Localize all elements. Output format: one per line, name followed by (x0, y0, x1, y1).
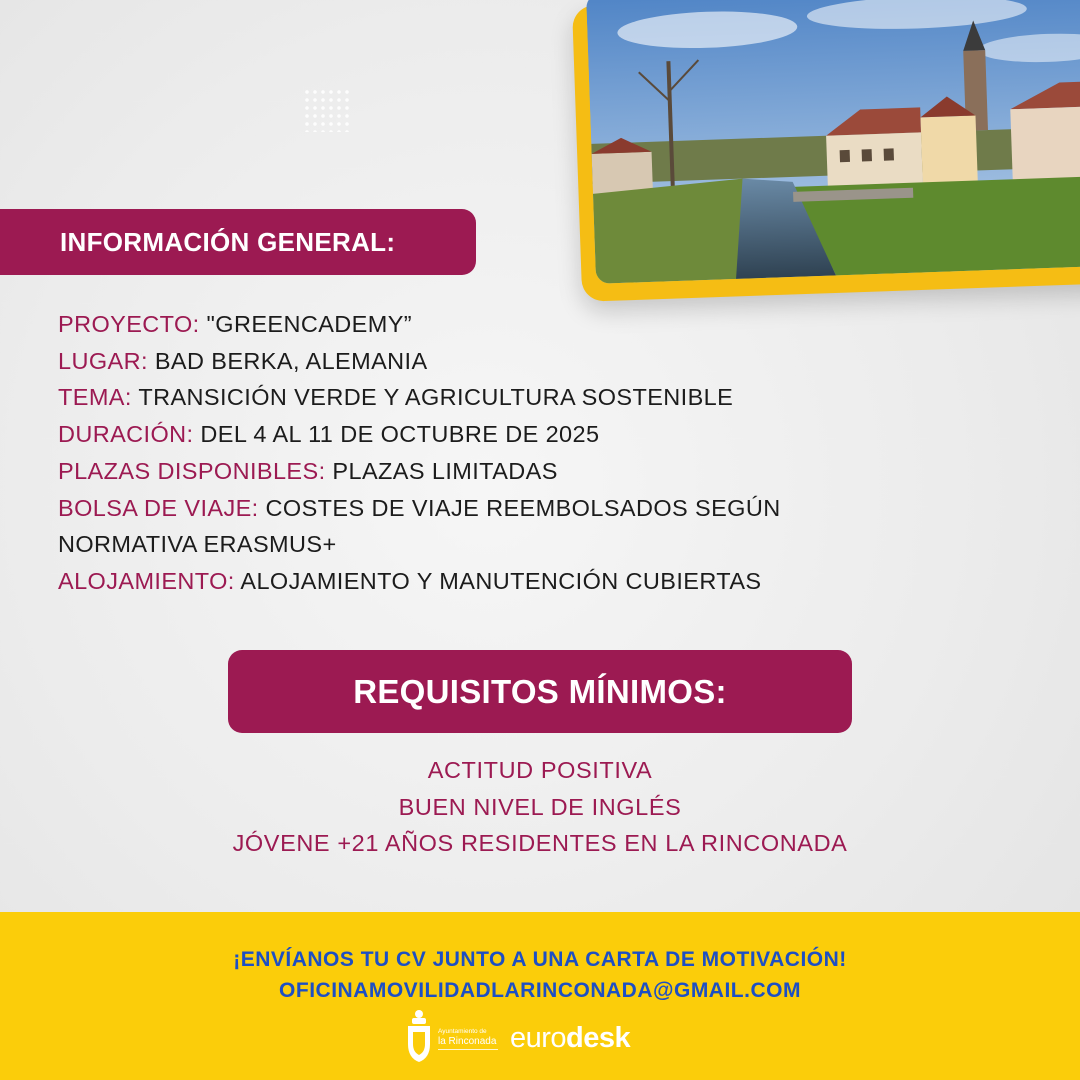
requirement-item: JÓVENE +21 AÑOS RESIDENTES EN LA RINCONADA (232, 830, 848, 856)
info-row-plazas (58, 453, 918, 490)
info-value: COSTES DE VIAJE REEMBOLSADOS SEGÚN (258, 494, 781, 521)
municipality-underline (438, 1049, 498, 1050)
info-row-proyecto (58, 306, 918, 343)
info-label: TEMA: (58, 384, 132, 411)
requirements-list (0, 752, 1080, 862)
info-row-duracion (58, 416, 918, 453)
eurodesk-part2: desk (566, 1022, 631, 1054)
info-value: DEL 4 AL 11 DE OCTUBRE DE 2025 (193, 421, 600, 448)
info-row-bolsa-viaje-cont (58, 526, 918, 563)
info-value: TRANSICIÓN VERDE Y AGRICULTURA SOSTENIBLE (131, 384, 734, 411)
call-to-action (0, 944, 1080, 1006)
general-info-banner (0, 209, 476, 275)
dot-grid-decoration (303, 88, 351, 132)
info-row-bolsa-viaje (58, 490, 918, 527)
info-label: LUGAR: (58, 347, 148, 374)
municipality-crest-icon (404, 1008, 434, 1064)
info-label: PROYECTO: (58, 311, 200, 337)
info-value: "GREENCADEMY” (199, 311, 413, 337)
info-label: ALOJAMIENTO: (58, 567, 235, 594)
general-info-title: INFORMACIÓN GENERAL: (60, 226, 396, 257)
info-label: PLAZAS DISPONIBLES: (58, 457, 326, 484)
requirement-item: ACTITUD POSITIVA (427, 757, 653, 783)
logos-row (404, 1008, 684, 1068)
info-row-tema (58, 379, 918, 416)
info-row-lugar (58, 343, 918, 380)
requirements-title: REQUISITOS MÍNIMOS: (353, 672, 727, 710)
requirements-banner (228, 650, 852, 733)
requirement-item: BUEN NIVEL DE INGLÉS (398, 793, 682, 820)
info-label: DURACIÓN: (58, 421, 194, 448)
info-value: BAD BERKA, ALEMANIA (147, 347, 428, 374)
info-label: BOLSA DE VIAJE: (58, 494, 259, 521)
cta-text: ¡ENVÍANOS TU CV JUNTO A UNA CARTA DE MOTIVACIÓN! (233, 948, 847, 971)
eurodesk-logo (510, 1022, 630, 1055)
info-value: PLAZAS LIMITADAS (325, 457, 558, 484)
town-photo (586, 0, 1080, 284)
info-row-alojamiento (58, 563, 918, 600)
municipality-name: la Rinconada (438, 1036, 497, 1047)
municipality-logo (438, 1028, 504, 1050)
municipality-top-text: Ayuntamiento de (438, 1028, 487, 1035)
info-value: NORMATIVA ERASMUS+ (58, 531, 337, 558)
general-info-list (58, 306, 918, 600)
info-value: ALOJAMIENTO Y MANUTENCIÓN CUBIERTAS (234, 567, 762, 594)
cta-email[interactable]: OFICINAMOVILIDADLARINCONADA@GMAIL.COM (279, 979, 801, 1002)
eurodesk-part1: euro (510, 1022, 567, 1054)
